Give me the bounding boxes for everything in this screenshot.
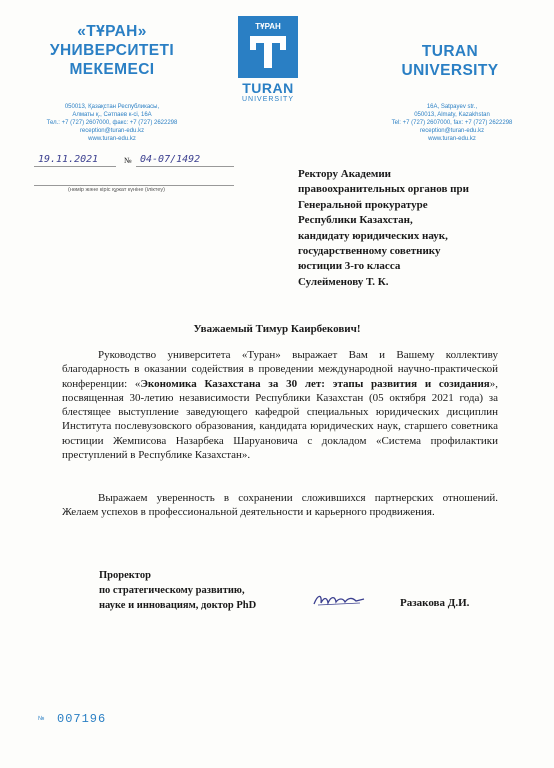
addressee — [298, 167, 508, 290]
address-line: Алматы қ., Сәтпаев к-сі, 16А — [72, 112, 152, 118]
kz-name-line: УНИВЕРСИТЕТІ — [49, 42, 175, 59]
kz-university-name — [22, 22, 202, 79]
paragraph-2 — [62, 491, 498, 520]
signatory-title-line: по стратегическому развитию, — [99, 585, 245, 596]
registration-number: 04-07/1492 — [140, 154, 201, 165]
kz-name-line: «ТҰРАН» — [77, 23, 147, 40]
serial-label: № — [38, 716, 45, 722]
address-line: 050013, Almaty, Kazakhstan — [414, 112, 490, 118]
paragraph-1-end: », посвященная 30-летию независимости Республики Казахстан (05 октября 2021 года) за блестящее выступление заведующего кафедрой специальных юридических дисциплин Института послевузовского образования, кандидата юридических наук, старшего советника юстиции Жемписова Назарбека Шаруановича с докладом «Система профилактики преступлений в Республике Казахстан». — [62, 377, 498, 462]
registration-date: 19.11.2021 — [38, 154, 99, 165]
addressee-line: юстиции 3-го класса — [298, 260, 401, 273]
addressee-line: государственному советнику — [298, 245, 441, 258]
logo-bar — [264, 36, 272, 68]
serial-number: 007196 — [57, 712, 107, 726]
addressee-line: Ректору Академии — [298, 168, 392, 180]
date-underline — [34, 166, 116, 167]
addressee-line: правоохранительных органов при — [298, 183, 469, 196]
signatory-title-line: Проректор — [99, 570, 151, 581]
en-name-line: UNIVERSITY — [401, 62, 499, 79]
address-line: Тел.: +7 (727) 2607000, факс: +7 (727) 2622298 — [46, 120, 178, 126]
paragraph-2-text: Выражаем уверенность в сохранении сложившихся партнерских отношений. Желаем успехов в профессиональной деятельности и карьерного продвижения. — [62, 492, 498, 519]
en-name-line: TURAN — [421, 43, 479, 60]
addressee-line: Генеральной прокуратуре — [298, 198, 428, 211]
en-address — [372, 103, 532, 143]
paragraph-1-start: Руководство университета «Туран» выражает Вам и Вашему коллективу благодарность в оказании содействия в проведении международной научно-практической конференции: « — [62, 349, 498, 390]
address-line: 050013, Қазақстан Республикасы, — [64, 104, 160, 110]
signatory-title-line: науке и инновациям, доктор PhD — [99, 600, 257, 611]
address-line: 16A, Satpayev str., — [426, 104, 478, 110]
conference-title: Экономика Казахстана за 30 лет: этапы развития и созидания — [140, 377, 490, 390]
registration-number-label: № — [124, 156, 132, 165]
paragraph-1 — [62, 348, 498, 462]
greeting: Уважаемый Тимур Каирбекович! — [193, 323, 361, 335]
logo-subtext: UNIVERSITY — [241, 96, 294, 103]
logo-text: TURAN — [242, 80, 294, 96]
addressee-line: кандидату юридических наук, — [298, 229, 448, 242]
kz-address — [32, 103, 192, 143]
addressee-line: Республики Казахстан, — [298, 214, 413, 227]
logo-bar — [250, 36, 256, 50]
university-logo-icon — [238, 16, 298, 78]
address-line: reception@turan-edu.kz — [419, 128, 485, 134]
addressee-line: Сулейменову Т. К. — [298, 275, 389, 288]
number-underline — [136, 166, 234, 167]
logo-top-text: ТҰРАН — [255, 22, 281, 31]
kz-name-line: МЕКЕМЕСІ — [69, 61, 155, 78]
address-line: reception@turan-edu.kz — [79, 128, 145, 134]
en-university-name — [370, 42, 530, 80]
reference-underline — [34, 185, 234, 186]
address-line: www.turan-edu.kz — [88, 136, 136, 142]
handwritten-signature-icon — [312, 592, 372, 608]
registration-caption: (нөмір және кіріс құжат күніне (іліктеу) — [68, 187, 165, 193]
address-line: www.turan-edu.kz — [428, 136, 476, 142]
address-line: Tel: +7 (727) 2607000, fax: +7 (727) 2622298 — [391, 120, 513, 126]
logo-bar — [280, 36, 286, 50]
signatory-name: Разакова Д.И. — [400, 597, 470, 609]
signatory-title — [99, 568, 299, 613]
